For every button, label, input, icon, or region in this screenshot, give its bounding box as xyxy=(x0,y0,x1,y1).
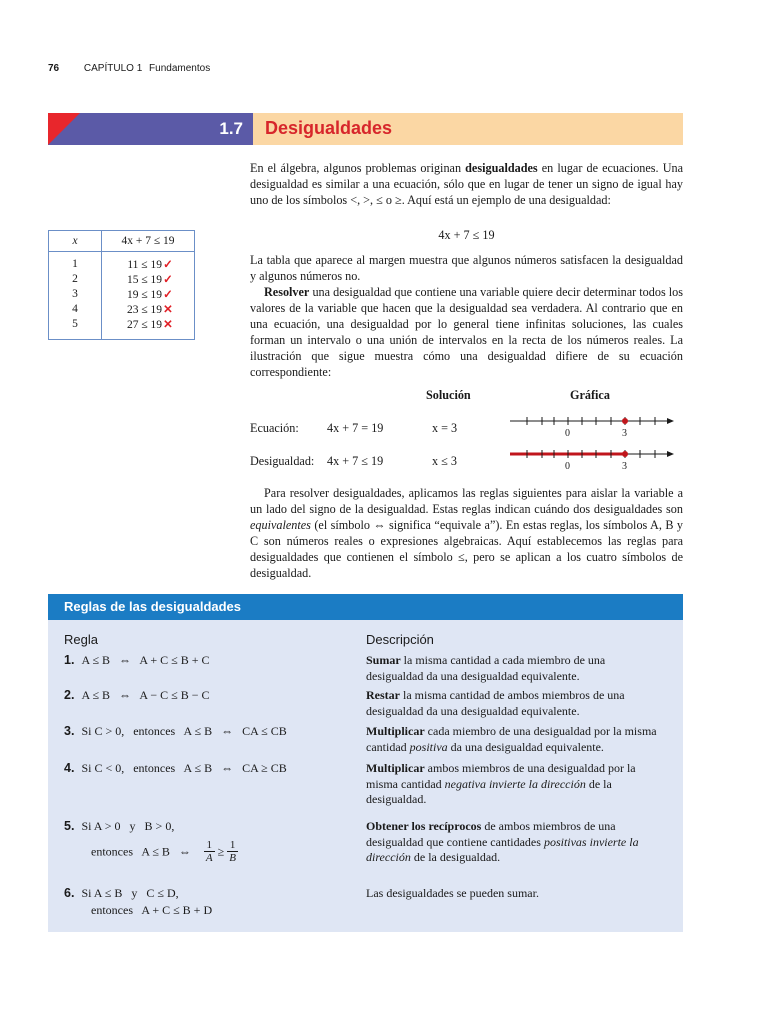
inequality-expression: 4x + 7 ≤ 19 xyxy=(327,454,384,468)
rule-1-formula: A ≤ B ⇔ A + C ≤ B + C xyxy=(81,653,210,667)
rule-3: 3. Si C > 0, entonces A ≤ B ⇔ CA ≤ CB xyxy=(64,724,287,738)
rule-3-description: Multiplicar cada miembro de una desigualdad por la misma cantidad positiva da una desigualdad equivalente. xyxy=(366,724,657,754)
rule-2-description: Restar la misma cantidad de ambos miembros de una desigualdad da una desigualdad equivalente. xyxy=(366,688,625,718)
cross-icon: ✕ xyxy=(163,303,173,316)
rule-5-formula: Si A > 0 y B > 0, xyxy=(81,819,175,833)
table-row xyxy=(49,252,195,272)
rules-box xyxy=(48,594,683,932)
rule-4-formula: Si C < 0, entonces A ≤ B ⇔ CA ≥ CB xyxy=(81,761,287,775)
check-icon: ✓ xyxy=(163,258,173,271)
cross-icon: ✕ xyxy=(163,318,173,331)
table-cell-x: 3 xyxy=(49,286,102,301)
check-icon: ✓ xyxy=(163,273,173,286)
equation-tick-0: 0 xyxy=(565,428,570,439)
rule-5-fraction-right: $\frac{1}{B}$ xyxy=(229,839,236,864)
equation-expression: 4x + 7 = 19 xyxy=(327,421,384,435)
rule-6-formula: Si A ≤ B y C ≤ D, xyxy=(81,886,179,900)
margin-table xyxy=(48,230,195,340)
chapter-label: CAPÍTULO 1 xyxy=(83,63,143,74)
table-row xyxy=(49,316,195,340)
example-inequality: 4x + 7 ≤ 19 xyxy=(438,228,495,242)
term-desigualdades: desigualdades xyxy=(465,161,538,175)
table-header-x: x xyxy=(49,231,102,252)
inequality-tick-3: 3 xyxy=(622,461,627,472)
section-number: 1.7 xyxy=(219,119,243,138)
intro-paragraph-3: Resolver una desigualdad que contiene una variable quiere decir determinar todos los valores de la variable que hacen que la desigualdad sea verdadera. Al contrario que en una ecuación, una desigualdad por lo general tiene infinitas soluciones, las cuales forman un intervalo o una unión de intervalos en la recta de los números reales. La ilustración que sigue muestra cómo una desigualdad difiere de su ecuación correspondiente: xyxy=(250,285,683,379)
rules-box-title: Reglas de las desigualdades xyxy=(64,599,242,614)
rule-5-description: Obtener los recíprocos de ambos miembros de una desigualdad que contiene cantidades positivas invierte la dirección de la desigualdad. xyxy=(366,819,639,864)
rule-5: 5. Si A > 0 y B > 0, xyxy=(64,819,175,833)
table-cell-x: 1 xyxy=(49,252,102,272)
inequality-tick-0: 0 xyxy=(565,461,570,472)
rules-intro-paragraph: Para resolver desigualdades, aplicamos las reglas siguientes para aislar la variable a un lado del signo de la desigualdad. Estas reglas indican cuándo dos desigualdades son equivalentes (el símbolo ⇔ significa “equivale a”). En estas reglas, los símbolos A, B y C son números reales o expresiones algebraicas. Aquí establecemos las reglas para desigualdades que contienen el símbolo ≤, pero se aplican a los cuatro símbolos de desigualdad. xyxy=(250,486,683,580)
section-number-block xyxy=(48,113,253,145)
rules-col-rule-header: Regla xyxy=(64,632,98,647)
rule-5-fraction-left: $\frac{1}{A}$ xyxy=(205,839,213,864)
check-icon: ✓ xyxy=(163,288,173,301)
term-equivalentes: equivalentes xyxy=(250,518,311,532)
rule-6: 6. Si A ≤ B y C ≤ D, xyxy=(64,886,179,900)
inequality-number-line xyxy=(508,447,676,463)
rule-2: 2. A ≤ B ⇔ A − C ≤ B − C xyxy=(64,688,210,702)
rule-3-formula: Si C > 0, entonces A ≤ B ⇔ CA ≤ CB xyxy=(81,724,287,738)
rule-6-line2: entonces A + C ≤ B + D xyxy=(91,903,213,917)
table-cell-expression: 15 ≤ 19 xyxy=(126,273,162,286)
section-banner xyxy=(48,113,683,145)
rules-box-header xyxy=(48,594,683,620)
equation-solution-point xyxy=(622,418,628,424)
equation-label: Ecuación: xyxy=(250,421,299,435)
col-solution-header: Solución xyxy=(426,388,471,402)
table-row xyxy=(49,286,195,301)
running-head xyxy=(48,63,210,74)
rule-6-description: Las desigualdades se pueden sumar. xyxy=(366,886,539,900)
chapter-title: Fundamentos xyxy=(149,63,211,74)
table-cell-expression: 19 ≤ 19 xyxy=(126,288,162,301)
rule-1-description: Sumar la misma cantidad a cada miembro de una desigualdad da una desigualdad equivalente. xyxy=(366,653,606,683)
inequality-label: Desigualdad: xyxy=(250,454,315,468)
table-cell-expression: 27 ≤ 19 xyxy=(126,318,162,331)
banner-corner-triangle xyxy=(48,113,80,145)
table-cell-x: 5 xyxy=(49,316,102,340)
table-row xyxy=(49,301,195,316)
inequality-solution: x ≤ 3 xyxy=(432,454,457,468)
equation-solution: x = 3 xyxy=(432,421,458,435)
table-cell-x: 2 xyxy=(49,271,102,286)
equation-tick-3: 3 xyxy=(622,428,627,439)
rule-4-description: Multiplicar ambos miembros de una desigualdad por la misma cantidad negativa invierte la dirección de la desigualdad. xyxy=(366,761,636,806)
page-number: 76 xyxy=(48,63,60,74)
rule-5-line2: entonces A ≤ B ⇔ $\frac{1}{A}$ ≥ $\frac{1}{B}$ xyxy=(91,839,236,864)
table-header-expression: 4x + 7 ≤ 19 xyxy=(102,231,195,252)
section-title: Desigualdades xyxy=(265,118,393,138)
table-cell-expression: 11 ≤ 19 xyxy=(127,258,162,271)
rule-1: 1. A ≤ B ⇔ A + C ≤ B + C xyxy=(64,653,210,667)
section-title-block xyxy=(253,113,683,145)
col-graph-header: Gráfica xyxy=(570,388,610,402)
rule-4: 4. Si C < 0, entonces A ≤ B ⇔ CA ≥ CB xyxy=(64,761,287,775)
table-row xyxy=(49,271,195,286)
table-cell-expression: 23 ≤ 19 xyxy=(126,303,162,316)
equation-number-line xyxy=(508,414,676,430)
rules-col-desc-header: Descripción xyxy=(366,632,434,647)
intro-paragraph-2: La tabla que aparece al margen muestra que algunos números satisfacen la desigualdad y algunos números no. xyxy=(250,253,683,283)
intro-paragraph-1: En el álgebra, algunos problemas originan desigualdades en lugar de ecuaciones. Una desigualdad es similar a una ecuación, sólo que en lugar de tener un signo de igual hay uno de los símbolos <, >, ≤ o ≥. Aquí está un ejemplo de una desigualdad: xyxy=(250,161,684,207)
term-resolver: Resolver xyxy=(264,285,310,299)
table-cell-x: 4 xyxy=(49,301,102,316)
rule-2-formula: A ≤ B ⇔ A − C ≤ B − C xyxy=(81,688,210,702)
inequality-endpoint xyxy=(622,451,628,457)
